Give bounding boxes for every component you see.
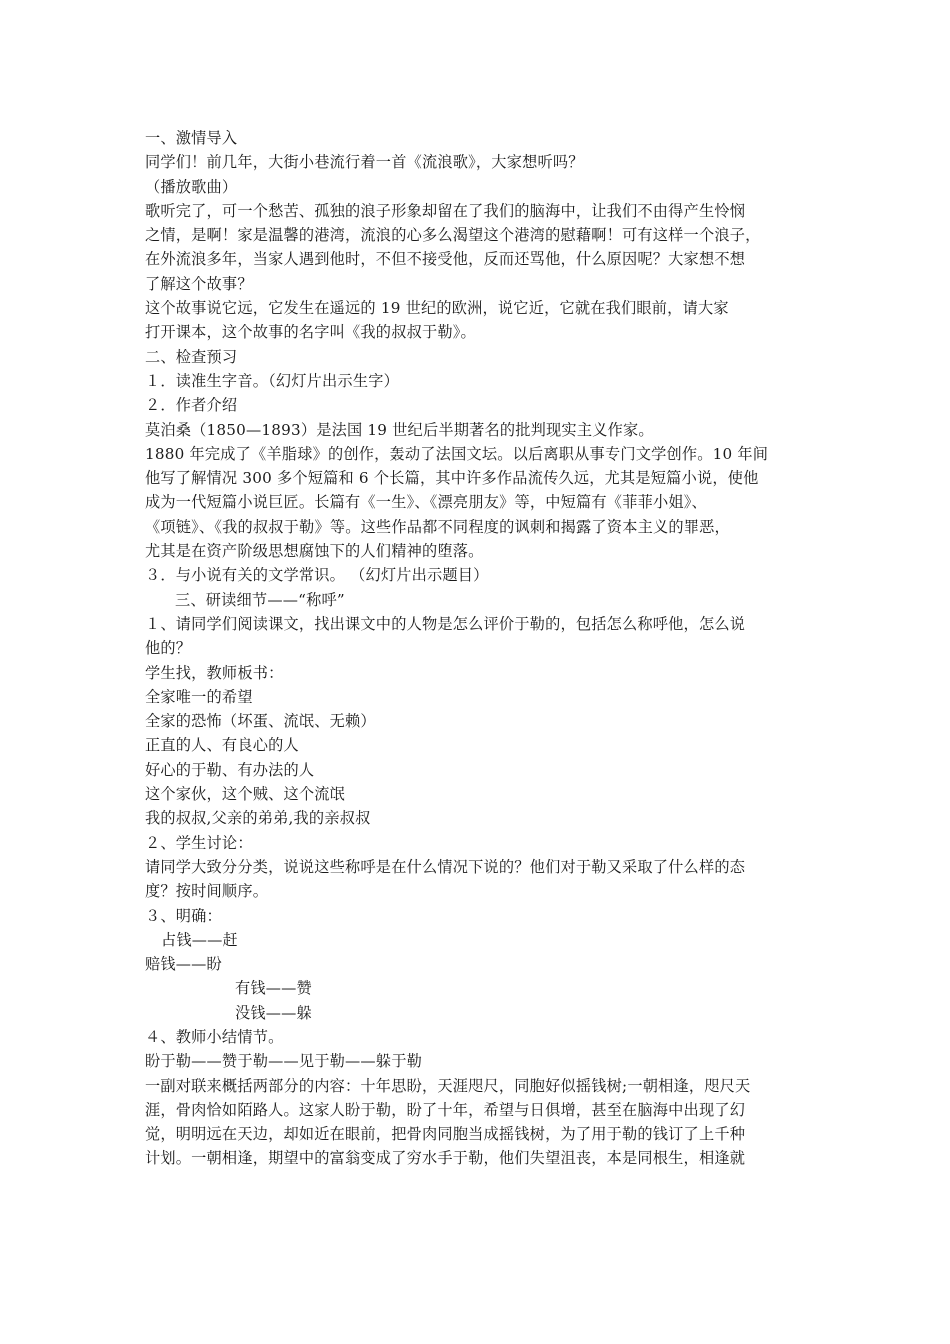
text-line: 在外流浪多年，当家人遇到他时，不但不接受他，反而还骂他，什么原因呢？大家想不想 xyxy=(145,250,746,269)
text-line: 一、激情导入 xyxy=(145,129,238,147)
text-line: 计划。一朝相逢，期望中的富翁变成了穷水手于勒，他们失望沮丧，本是同根生，相逢就 xyxy=(145,1149,746,1168)
text-line: 占钱——赶 xyxy=(161,930,238,949)
text-line: 度？按时间顺序。 xyxy=(145,882,269,901)
text-line: 有钱——赞 xyxy=(235,979,312,998)
text-line: 莫泊桑（1850—1893）是法国 19 世纪后半期著名的批判现实主义作家。 xyxy=(145,420,654,439)
text-line: 之情，是啊！家是温馨的港湾，流浪的心多么渴望这个港湾的慰藉啊！可有这样一个浪子， xyxy=(145,226,761,245)
text-line: 尤其是在资产阶级思想腐蚀下的人们精神的堕落。 xyxy=(145,542,484,561)
text-line: 好心的于勒、有办法的人 xyxy=(145,760,315,779)
text-line: ４、教师小结情节。 xyxy=(145,1027,284,1046)
text-line: 歌听完了，可一个愁苦、孤独的浪子形象却留在了我们的脑海中，让我们不由得产生怜悯 xyxy=(145,201,746,220)
text-line: 全家的恐怖（坏蛋、流氓、无赖） xyxy=(145,712,376,731)
text-line: ２．作者介绍 xyxy=(145,396,238,415)
text-line: 1880 年完成了《羊脂球》的创作，轰动了法国文坛。以后离职从事专门文学创作。10 年间 xyxy=(145,444,769,463)
text-line: 觉，明明远在天边，却如近在眼前，把骨肉同胞当成摇钱树，为了用于勒的钱订了上千种 xyxy=(145,1125,746,1144)
text-line: 没钱——躲 xyxy=(235,1003,312,1022)
text-line: 学生找，教师板书： xyxy=(145,663,284,682)
text-line: 三、研读细节——“称呼” xyxy=(175,590,345,609)
text-line: 《项链》、《我的叔叔于勒》等。这些作品都不同程度的讽刺和揭露了资本主义的罪恶， xyxy=(145,517,730,536)
text-line: 盼于勒——赞于勒——见于勒——躲于勒 xyxy=(145,1052,422,1071)
text-line: １、请同学们阅读课文，找出课文中的人物是怎么评价于勒的，包括怎么称呼他，怎么说 xyxy=(145,614,746,633)
text-line: 打开课本，这个故事的名字叫《我的叔叔于勒》。 xyxy=(145,323,476,342)
text-line: 一副对联来概括两部分的内容：十年思盼，天涯咫尺，同胞好似摇钱树;一朝相逢，咫尺天 xyxy=(145,1076,751,1095)
text-line: 这个家伙，这个贼、这个流氓 xyxy=(145,785,346,804)
document-body xyxy=(145,126,805,1171)
text-line: 同学们！前几年，大街小巷流行着一首《流浪歌》，大家想听吗？ xyxy=(145,153,584,172)
text-line: 正直的人、有良心的人 xyxy=(145,736,299,755)
text-line: （播放歌曲） xyxy=(145,177,238,196)
text-line: 这个故事说它远，它发生在遥远的 19 世纪的欧洲，说它近，它就在我们眼前，请大家 xyxy=(145,299,729,318)
text-line: ３．与小说有关的文学常识。 （幻灯片出示题目） xyxy=(145,566,489,585)
text-line: 涯，骨肉恰如陌路人。这家人盼于勒，盼了十年，希望与日俱增，甚至在脑海中出现了幻 xyxy=(145,1100,746,1119)
text-line: 全家唯一的希望 xyxy=(145,687,253,706)
text-line: 二、检查预习 xyxy=(145,347,238,366)
text-line: ３、明确： xyxy=(145,906,222,925)
text-line: 请同学大致分分类，说说这些称呼是在什么情况下说的？他们对于勒又采取了什么样的态 xyxy=(145,857,746,876)
text-line: 他写了解情况 300 多个短篇和 6 个长篇，其中许多作品流传久远，尤其是短篇小说，使他 xyxy=(145,469,759,488)
text-line: 了解这个故事？ xyxy=(145,274,253,293)
text-line: 成为一代短篇小说巨匠。长篇有《一生》、《漂亮朋友》等，中短篇有《菲菲小姐》、 xyxy=(145,493,707,512)
text-line: １．读准生字音。（幻灯片出示生字） xyxy=(145,371,399,390)
text-line: 他的？ xyxy=(145,639,192,658)
text-line: 我的叔叔,父亲的弟弟,我的亲叔叔 xyxy=(145,809,371,828)
text-line: ２、学生讨论： xyxy=(145,833,253,852)
text-line: 赔钱——盼 xyxy=(145,955,222,974)
